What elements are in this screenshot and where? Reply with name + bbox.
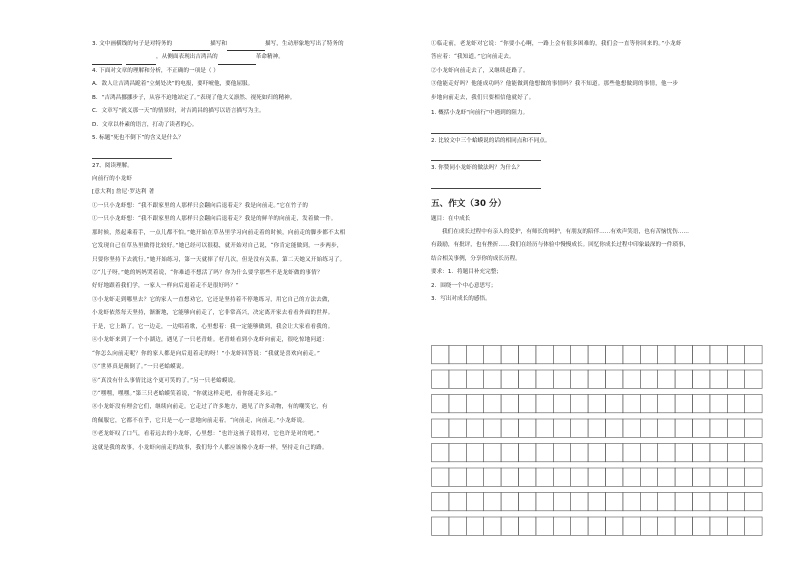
grid-cell[interactable] — [745, 468, 762, 486]
grid-cell[interactable] — [571, 419, 588, 437]
grid-cell[interactable] — [658, 444, 675, 462]
grid-cell[interactable] — [675, 419, 692, 437]
answer-blank[interactable] — [218, 58, 256, 65]
grid-cell[interactable] — [432, 468, 449, 486]
grid-cell[interactable] — [466, 346, 483, 364]
text-line: ②小龙虾向前走去了，又继续赶路了。 — [431, 67, 529, 74]
grid-cell[interactable] — [658, 468, 675, 486]
grid-cell[interactable] — [588, 419, 605, 437]
grid-cell[interactable] — [658, 346, 675, 364]
grid-cell[interactable] — [466, 419, 483, 437]
grid-cell[interactable] — [588, 395, 605, 413]
grid-cell[interactable] — [745, 493, 762, 511]
grid-cell[interactable] — [432, 419, 449, 437]
composition-grid[interactable] — [431, 345, 794, 545]
grid-cell[interactable] — [484, 419, 501, 437]
grid-cell[interactable] — [745, 395, 762, 413]
grid-cell[interactable] — [466, 493, 483, 511]
grid-cell[interactable] — [588, 468, 605, 486]
grid-cell[interactable] — [727, 370, 744, 388]
grid-cell[interactable] — [606, 493, 623, 511]
grid-cell[interactable] — [623, 517, 640, 535]
grid-cell[interactable] — [727, 517, 744, 535]
question-3-line-1 — [92, 38, 416, 51]
passage-continuation — [431, 38, 764, 105]
grid-cell[interactable] — [501, 444, 518, 462]
q3-text-b: 描写和 — [210, 41, 227, 47]
grid-cell[interactable] — [536, 444, 553, 462]
grid-cell[interactable] — [606, 370, 623, 388]
grid-cell[interactable] — [640, 493, 657, 511]
grid-cell[interactable] — [501, 517, 518, 535]
grid-cell[interactable] — [501, 370, 518, 388]
grid-cell[interactable] — [484, 517, 501, 535]
grid-cell[interactable] — [571, 468, 588, 486]
grid-cell[interactable] — [693, 395, 710, 413]
right-question-3: 3. 你赞同小龙虾的做法吗？为什么？ — [431, 165, 523, 172]
story-author: [意大利] 詹尼·罗达利 著 — [92, 189, 155, 196]
grid-cell[interactable] — [658, 517, 675, 535]
grid-cell[interactable] — [606, 444, 623, 462]
text-line: ①临走前，老龙虾对它说：“你要小心啊，一路上会有很多困难的，我们会一直等你回来的。”小龙虾 — [431, 41, 682, 47]
grid-cell[interactable] — [466, 444, 483, 462]
grid-cell[interactable] — [449, 517, 466, 535]
grid-cell[interactable] — [571, 395, 588, 413]
question-4: 4. 下面对文章的理解和分析，不正确的一项是（ ） — [92, 67, 219, 74]
grid-cell[interactable] — [710, 346, 727, 364]
text-line: ⑧小龙虾没有理会它们，继续向前走。它走过了许多地方，遇见了许多动物，有的嘲笑它，有 — [92, 404, 328, 411]
grid-cell[interactable] — [623, 346, 640, 364]
grid-cell[interactable] — [588, 493, 605, 511]
option-d: D．文章以朴素的语言，打动了读者的心。 — [92, 121, 198, 128]
requirement-2: 2．围绕一个中心意思写； — [431, 282, 497, 289]
grid-cell[interactable] — [466, 468, 483, 486]
question-3-line-2 — [92, 51, 416, 64]
text-line: ③小龙虾走到哪里去？它的家人一直想劝它，它还是坚持着不停地练习，用它自己的方法去做， — [92, 296, 334, 303]
answer-line[interactable] — [431, 160, 541, 161]
grid-cell[interactable] — [553, 346, 570, 364]
grid-cell[interactable] — [501, 346, 518, 364]
grid-cell[interactable] — [640, 419, 657, 437]
grid-cell[interactable] — [588, 346, 605, 364]
grid-cell[interactable] — [588, 444, 605, 462]
text-line: 这就是我的故事，小龙虾向前走的故事，我们每个人都应该像小龙虾一样，坚持走自己的路。 — [92, 444, 328, 451]
right-column — [431, 38, 764, 307]
grid-cell[interactable] — [623, 395, 640, 413]
text-line: 我们在成长过程中有亲人的爱护，有师长的呵护，有朋友的陪伴……有欢声笑语，也有苦恼忧伤…… — [442, 228, 690, 235]
q3-text-c: 描写，生动形象地写出了特务的 — [265, 41, 344, 47]
grid-cell[interactable] — [658, 370, 675, 388]
grid-cell[interactable] — [623, 419, 640, 437]
text-line: 好好地跟着我们学，一家人一样向后退着走不是很好吗？” — [92, 283, 239, 290]
text-line: 它发现自己在草丛里做得比较好。”她已经可以很稳，就开始对自己说，“你肯定能做到，一步两步， — [92, 243, 343, 250]
grid-cell[interactable] — [623, 493, 640, 511]
story-title: 向前行的小龙虾 — [92, 175, 133, 182]
grid-cell[interactable] — [640, 346, 657, 364]
grid-cell[interactable] — [745, 444, 762, 462]
grid-cell[interactable] — [553, 493, 570, 511]
grid-cell[interactable] — [588, 517, 605, 535]
grid-cell[interactable] — [727, 395, 744, 413]
composition-grid-svg[interactable] — [431, 345, 794, 545]
grid-cell[interactable] — [693, 493, 710, 511]
grid-cell[interactable] — [536, 517, 553, 535]
text-line: ④小龙虾来到了一个小湖边，遇见了一只老青蛙。老青蛙看到小龙虾向前走，很吃惊地问道： — [92, 337, 328, 344]
grid-cell[interactable] — [484, 370, 501, 388]
grid-cell[interactable] — [727, 444, 744, 462]
grid-cell[interactable] — [519, 395, 536, 413]
grid-cell[interactable] — [658, 395, 675, 413]
grid-cell[interactable] — [727, 493, 744, 511]
grid-cell[interactable] — [501, 395, 518, 413]
grid-cell[interactable] — [449, 395, 466, 413]
grid-cell[interactable] — [519, 444, 536, 462]
text-line: 的佩服它，它都不在乎，它只是一心一意地向前走着。“向前走，向前走。”小龙虾说。 — [92, 417, 309, 424]
grid-cell[interactable] — [536, 370, 553, 388]
grid-cell[interactable] — [484, 468, 501, 486]
grid-cell[interactable] — [553, 370, 570, 388]
requirement-3: 3．写出对成长的感悟。 — [431, 296, 491, 303]
grid-cell[interactable] — [536, 395, 553, 413]
answer-blank[interactable] — [126, 58, 156, 65]
grid-cell[interactable] — [710, 468, 727, 486]
grid-cell[interactable] — [519, 370, 536, 388]
grid-cell[interactable] — [693, 346, 710, 364]
grid-cell[interactable] — [466, 395, 483, 413]
grid-cell[interactable] — [710, 493, 727, 511]
text-line: 步地向前走去，我们只要相信他就好了。 — [431, 94, 535, 101]
grid-cell[interactable] — [432, 395, 449, 413]
text-line: ⑤“世界真是颠倒了。”一只老蛤蟆说。 — [92, 364, 188, 371]
grid-cell[interactable] — [675, 395, 692, 413]
grid-cell[interactable] — [553, 395, 570, 413]
grid-cell[interactable] — [588, 370, 605, 388]
q3-text-a: 3. 文中画横线的句子是对特务的 — [92, 41, 173, 47]
text-line: 于是，它上路了。它一边走，一边唱着歌，心里想着：我一定能够做到，我会让大家看看我的。 — [92, 323, 334, 330]
grid-cell[interactable] — [710, 517, 727, 535]
grid-cell[interactable] — [640, 468, 657, 486]
grid-cell[interactable] — [640, 370, 657, 388]
text-line: ③他能走好吗？他能成功吗？他能做到他想做的事情吗？我不知道。那些他想做到的事情，他一步 — [431, 81, 679, 88]
text-line: 小龙虾依然每天坚持，渐渐地，它能够向前走了，它非常高兴，决定离开家去看看外面的世界。 — [92, 310, 334, 317]
grid-cell[interactable] — [519, 468, 536, 486]
grid-cell[interactable] — [466, 370, 483, 388]
grid-cell[interactable] — [432, 444, 449, 462]
text-line: ②“儿子呀，”她的妈妈哭着说，“你难道不想活了吗？你为什么要学那些不是龙虾做的事情？ — [92, 270, 323, 276]
answer-line[interactable] — [92, 158, 172, 159]
grid-cell[interactable] — [553, 444, 570, 462]
grid-cell[interactable] — [640, 517, 657, 535]
grid-cell[interactable] — [693, 468, 710, 486]
grid-cell[interactable] — [658, 419, 675, 437]
grid-cell[interactable] — [519, 493, 536, 511]
text-line: 只要你坚持下去就行。”她开始练习，第一天就摔了好几次，但是没有关系，第二天她又开始练习了。 — [92, 256, 346, 263]
grid-cell[interactable] — [710, 444, 727, 462]
grid-cell[interactable] — [606, 419, 623, 437]
grid-cell[interactable] — [536, 346, 553, 364]
grid-cell[interactable] — [449, 370, 466, 388]
grid-cell[interactable] — [693, 517, 710, 535]
right-question-2: 2. 比较文中三个蛤蟆说的话的相同点和不同点。 — [431, 137, 551, 144]
grid-cell[interactable] — [623, 444, 640, 462]
left-column — [92, 38, 416, 455]
section-5-title: 五、作文（30 分） — [431, 198, 507, 209]
grid-cell[interactable] — [449, 444, 466, 462]
question-5: 5. 标题“死也不倒下”的含义是什么？ — [92, 135, 184, 142]
answer-blank[interactable] — [227, 44, 265, 51]
grid-cell[interactable] — [519, 517, 536, 535]
grid-cell[interactable] — [675, 370, 692, 388]
grid-cell[interactable] — [745, 346, 762, 364]
grid-cell[interactable] — [675, 517, 692, 535]
grid-cell[interactable] — [693, 419, 710, 437]
text-line: ⑥“真没有什么事情比这个更可笑的了。”另一只老蛤蟆说。 — [92, 377, 240, 384]
grid-cell[interactable] — [606, 395, 623, 413]
text-line: 结合相关事例，分享你的成长历程。 — [431, 255, 521, 262]
text-line: 那时候，然起乘着手，一点儿都不怕。”她开始在草丛里学习向前走着的时候，向前走的脚步都不太相 — [92, 229, 346, 236]
answer-line[interactable] — [431, 188, 541, 189]
grid-cell[interactable] — [710, 370, 727, 388]
grid-cell[interactable] — [432, 517, 449, 535]
grid-cell[interactable] — [484, 395, 501, 413]
grid-cell[interactable] — [536, 468, 553, 486]
question-27: 27、阅读理解。 — [92, 162, 133, 169]
grid-cell[interactable] — [727, 419, 744, 437]
grid-cell[interactable] — [432, 346, 449, 364]
grid-cell[interactable] — [571, 517, 588, 535]
grid-cell[interactable] — [571, 444, 588, 462]
grid-cell[interactable] — [432, 493, 449, 511]
text-line: 有鼓励，有批评，也有挫折……我们在经历与体验中慢慢成长。回忆你成长过程中印象最深的一件琐事， — [431, 242, 690, 249]
grid-cell[interactable] — [606, 517, 623, 535]
grid-cell[interactable] — [519, 346, 536, 364]
text-line: ⑨老龙虾叹了口气，看着远去的小龙虾，心里想：“也许这孩子说得对，它也许是对的吧。” — [92, 431, 320, 438]
grid-cell[interactable] — [606, 346, 623, 364]
grid-cell[interactable] — [484, 444, 501, 462]
grid-cell[interactable] — [553, 517, 570, 535]
grid-cell[interactable] — [675, 346, 692, 364]
right-question-1: 1. 概括小龙虾“向前行”中遇到的阻力。 — [431, 110, 529, 117]
answer-blank[interactable] — [92, 58, 122, 65]
text-line: “你怎么向前走呢？你的家人都是向后退着走的呀！”小龙虾回答说：“我就是喜欢向前走。” — [92, 350, 320, 357]
grid-cell[interactable] — [693, 370, 710, 388]
grid-cell[interactable] — [710, 419, 727, 437]
grid-cell[interactable] — [571, 370, 588, 388]
grid-cell[interactable] — [675, 444, 692, 462]
grid-cell[interactable] — [553, 468, 570, 486]
q3-text-e: 革命精神。 — [255, 54, 284, 61]
grid-cell[interactable] — [501, 468, 518, 486]
grid-cell[interactable] — [501, 419, 518, 437]
grid-cell[interactable] — [606, 468, 623, 486]
essay-topic: 题目：在中成长 — [431, 215, 471, 222]
grid-cell[interactable] — [675, 468, 692, 486]
grid-cell[interactable] — [727, 346, 744, 364]
reading-passage — [92, 200, 416, 455]
grid-cell[interactable] — [640, 444, 657, 462]
grid-cell[interactable] — [693, 444, 710, 462]
grid-cell[interactable] — [501, 493, 518, 511]
grid-cell[interactable] — [449, 493, 466, 511]
grid-cell[interactable] — [536, 493, 553, 511]
grid-cell[interactable] — [432, 370, 449, 388]
grid-cell[interactable] — [623, 370, 640, 388]
grid-cell[interactable] — [745, 419, 762, 437]
q3-text-d: ，从侧面表现出吉鸿昌的 — [156, 54, 218, 61]
text-line: ①一只小龙虾想：“我不跟家里的人那样只会翻向后退着走？我是向前走。”它在竹子的 — [92, 202, 309, 209]
grid-cell[interactable] — [449, 346, 466, 364]
answer-blank[interactable] — [172, 44, 210, 51]
answer-line[interactable] — [431, 133, 541, 134]
essay-prompt — [431, 226, 764, 266]
grid-cell[interactable] — [658, 493, 675, 511]
grid-cell[interactable] — [449, 468, 466, 486]
text-line: 答应着：“我知道。”它向前走去。 — [431, 54, 515, 61]
grid-cell[interactable] — [571, 493, 588, 511]
grid-cell[interactable] — [449, 419, 466, 437]
grid-cell[interactable] — [745, 370, 762, 388]
requirement-1: 要求：1．将题目补充完整； — [431, 269, 502, 276]
option-c: C．文章写“就义那一天”的情景时，对吉鸿昌的描写以语言描写为主。 — [92, 108, 265, 115]
grid-cell[interactable] — [536, 419, 553, 437]
option-a: A．敌人让吉鸿昌跪着“立刻处决”的电报，要吓唬他，要他屈服。 — [92, 81, 254, 88]
grid-cell[interactable] — [553, 419, 570, 437]
text-line: ①一只小龙虾想：“我不跟家里的人那样只会翻向后退着走？我是的鲜羊的向前走，发着做一件。 — [92, 216, 337, 223]
grid-cell[interactable] — [710, 395, 727, 413]
grid-cell[interactable] — [675, 493, 692, 511]
grid-cell[interactable] — [640, 395, 657, 413]
grid-cell[interactable] — [745, 517, 762, 535]
option-b: B．“吉鸿昌挪挪步子，从容不迫地站定了。”表现了他大义凛然、视死如归的精神。 — [92, 94, 296, 101]
grid-cell[interactable] — [466, 517, 483, 535]
grid-cell[interactable] — [519, 419, 536, 437]
grid-cell[interactable] — [484, 493, 501, 511]
grid-cell[interactable] — [623, 468, 640, 486]
text-line: ⑦“嘿嘿，嘿嘿。”第三只老蛤蟆笑着说，“你就这样走吧，看你能走多远。” — [92, 390, 277, 397]
grid-cell[interactable] — [727, 468, 744, 486]
grid-cell[interactable] — [484, 346, 501, 364]
grid-cell[interactable] — [571, 346, 588, 364]
